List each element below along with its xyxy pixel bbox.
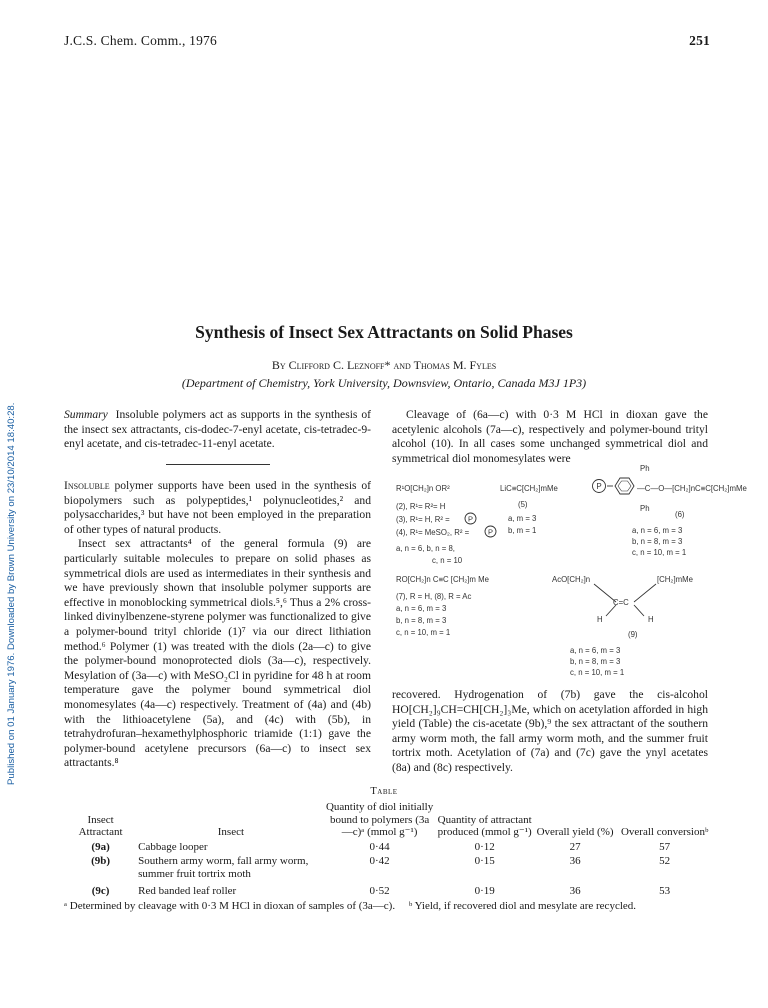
formula-6-ph-top: Ph — [640, 464, 650, 473]
byline: By Clifford C. Leznoff* and Thomas M. Fyles — [271, 358, 497, 372]
formula-3-label: (3), R¹= H, R² = — [396, 515, 450, 524]
formula-7-a: a, n = 6, m = 3 — [396, 604, 447, 613]
download-note[interactable] — [3, 230, 25, 790]
formula-5-number: (5) — [518, 500, 528, 509]
lead-word: Insoluble — [64, 479, 110, 492]
benzene-ring-icon — [607, 475, 637, 500]
polymer-circle-icon — [464, 512, 477, 528]
divider — [166, 464, 270, 465]
polymer-circle-icon — [484, 525, 497, 541]
formula-7-label: (7), R = H, (8), R = Ac — [396, 592, 472, 601]
table-cell: 57 — [659, 840, 671, 853]
structures-figure — [392, 464, 747, 677]
formula-9-h2: H — [648, 615, 654, 624]
table-cell: Cabbage looper — [138, 840, 208, 853]
table-cell: 0·19 — [474, 885, 495, 897]
table-header: Overall yield (%) — [536, 826, 614, 838]
body-paragraph-3: Cleavage of (6a—c) with 0·3 M HCl in dioxan gave the acetylenic alcohols (7a—c), respectively and polymer-bound trityl alcohol (10). In all cases some unchanged symmetrical diol and symmetrical diol monomesylates were — [392, 408, 708, 465]
results-table — [64, 800, 714, 899]
formula-9-cc: C=C — [613, 598, 629, 607]
formula-1: R¹O[CH₂]n OR² — [396, 484, 450, 493]
table-cell: 52 — [659, 855, 671, 867]
table-row — [64, 854, 714, 881]
table-footnotes — [64, 900, 714, 912]
table-cell: Southern army worm, fall army worm, summer fruit tortrix moth — [138, 855, 309, 880]
formula-9-right: [CH₂]mMe — [657, 575, 693, 584]
svg-text:P: P — [467, 514, 474, 524]
table-cell: 0·44 — [369, 840, 390, 853]
table-header: Overall conversionᵇ — [620, 826, 709, 838]
svg-text:P: P — [487, 527, 494, 537]
running-header-journal: J.C.S. Chem. Comm., 1976 — [64, 33, 217, 48]
summary-text: Insoluble polymers act as supports in the synthesis of the insect sex attractants, cis-dodec-7-enyl acetate, cis-tetradec-9-enyl acetate, and cis-tetradec-11-enyl acetate. — [64, 408, 372, 451]
formula-7: RO[CH₂]n C≡C [CH₂]m Me — [396, 575, 489, 584]
table-cell: (9a) — [91, 840, 110, 853]
left-body — [64, 479, 371, 771]
table-cell: 27 — [569, 840, 581, 853]
table-header: Insect Attractant — [78, 813, 123, 838]
table-cell: 0·12 — [474, 840, 495, 853]
table-cell: 0·15 — [474, 855, 495, 867]
formula-9-b: b, n = 8, m = 3 — [570, 657, 621, 666]
polymer-circle-icon — [591, 478, 607, 497]
formula-6-a: a, n = 6, m = 3 — [632, 526, 683, 535]
table-cell: 36 — [569, 885, 581, 897]
formula-4-label: (4), R¹= MeSO₂, R² = — [396, 528, 470, 537]
table-header: Insect — [217, 826, 245, 838]
table-cell: Red banded leaf roller — [138, 885, 237, 897]
formula-6: —C—O—[CH₂]nC≡C[CH₂]mMe — [637, 484, 747, 493]
formula-9-number: (9) — [628, 630, 638, 639]
table-caption: Table — [370, 786, 398, 797]
formula-2-variant-c: c, n = 10 — [432, 556, 463, 565]
footnote-b: ᵇ Yield, if recovered diol and mesylate are recycled. — [408, 900, 637, 912]
formula-7-c: c, n = 10, m = 1 — [396, 628, 451, 637]
formula-9-h1: H — [597, 615, 603, 624]
body-paragraph-4: recovered. Hydrogenation of (7b) gave the cis-alcohol HO[CH₂]₉CH=CH[CH₂]₃Me, which on acetylation afforded in high yield (Table) the cis-acetate (9b),⁹ the sex attractant of the southern army worm moth, the fall army worm moth, and the summer fruit tortrix moth. Acetylation of (7a) and (7c) gave the ynyl acetates (8a) and (8c) respectively. — [392, 688, 708, 774]
table-cell: 53 — [659, 885, 671, 897]
body-paragraph-1: polymer supports have been used in the synthesis of biopolymers such as polypeptides,¹ polynucleotides,² and polysaccharides,³ but have not been employed in the preparation of other types of natural products. — [64, 479, 371, 536]
formula-6-ph-bottom: Ph — [640, 504, 650, 513]
page-number: 251 — [689, 33, 710, 48]
formula-6-number: (6) — [675, 510, 685, 519]
summary — [64, 408, 371, 452]
article-title: Synthesis of Insect Sex Attractants on Solid Phases — [195, 322, 573, 342]
formula-5-a: a, m = 3 — [508, 514, 537, 523]
summary-label: Summary — [64, 408, 108, 421]
formula-2-variants: a, n = 6, b, n = 8, — [396, 544, 455, 553]
formula-6-b: b, n = 8, m = 3 — [632, 537, 683, 546]
table-header-row — [64, 800, 714, 840]
table-header: Quantity of attractant produced (mmol g⁻¹) — [437, 813, 532, 838]
formula-2-label: (2), R¹= R²= H — [396, 502, 446, 511]
body-paragraph-2: Insect sex attractants⁴ of the general formula (9) are particularly suitable molecules to prepare on solid phases as symmetrical diols are used as intermediates in their synthesis and we have previously shown that insoluble polymer supports are effective in monoblocking symmetrical diols.⁵,⁶ Thus a 2% cross-linked divinylbenzene-styrene polymer was functionalized to give a polymer-bound trityl chloride (1)⁷ via our direct lithiation method.⁶ Polymer (1) was treated with the diols (2a—c) to give the polymer-bound monoprotected diols (3a—c), respectively. Mesylation of (3a—c) with MeSO₂Cl in pyridine for 48 h at room temperature gave the polymer bound symmetrical diol monomesylates (4a—c) respectively. Treatment of (4a) and (4b) with the lithioacetylene (5a), and (4c) with (5b), in tetrahydrofuran–hexamethylphosphoric triamide (1:1) gave the polymer-bound acetylene precursors (6a—c) to insect sex attractants.⁸ — [64, 537, 371, 770]
formula-9-a: a, n = 6, m = 3 — [570, 646, 621, 655]
right-body-bottom — [392, 688, 708, 776]
footnote-a: ᵃ Determined by cleavage with 0·3 M HCl in dioxan of samples of (3a—c). — [64, 900, 396, 912]
table-row — [64, 840, 714, 855]
table-cell: 36 — [569, 855, 581, 867]
formula-7-b: b, n = 8, m = 3 — [396, 616, 447, 625]
table-cell: (9c) — [91, 885, 110, 897]
table-cell: (9b) — [91, 855, 111, 867]
affiliation: (Department of Chemistry, York University, Downsview, Ontario, Canada M3J 1P3) — [181, 376, 587, 390]
table-cell: 0·42 — [369, 855, 390, 867]
formula-5-b: b, m = 1 — [508, 526, 537, 535]
svg-text:P: P — [596, 482, 602, 491]
table-cell: 0·52 — [369, 885, 390, 897]
table-header: Quantity of diol initially bound to polymers (3a—c)ᵃ (mmol g⁻¹) — [325, 801, 434, 838]
formula-9-c: c, n = 10, m = 1 — [570, 668, 625, 677]
formula-5: LiC≡C[CH₂]mMe — [500, 484, 558, 493]
table-row — [64, 881, 714, 899]
formula-6-c: c, n = 10, m = 1 — [632, 548, 687, 557]
download-note-text[interactable]: Published on 01 January 1976. Downloaded by Brown University on 23/10/2014 18:40:28. — [6, 402, 17, 785]
formula-9-left: AcO[CH₂]n — [552, 575, 591, 584]
right-body-top — [392, 408, 708, 466]
